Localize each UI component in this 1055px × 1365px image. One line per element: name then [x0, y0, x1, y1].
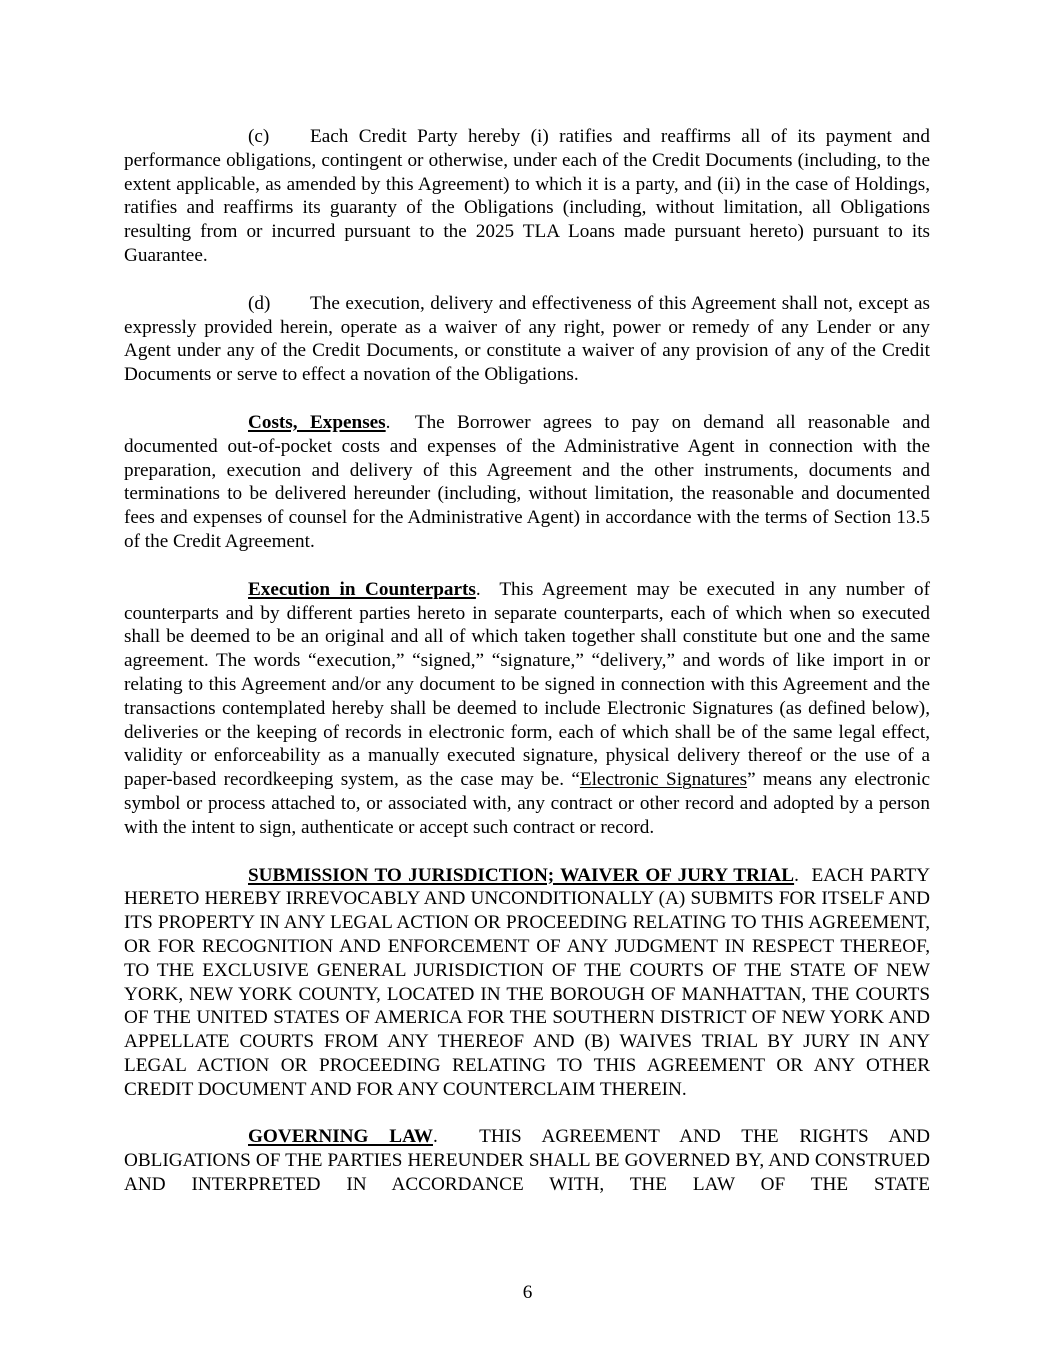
- section-text-jurisdiction: EACH PARTY HERETO HEREBY IRREVOCABLY AND UNCONDITIONALLY (A) SUBMITS FOR ITSELF AND ITS PROPERTY IN ANY LEGAL ACTION OR PROCEEDING RELATING TO THIS AGREEMENT, OR FOR RECOGNITION AND ENFORCEMENT OF ANY JUDGMENT IN RESPECT THEREOF, TO THE EXCLUSIVE GENERAL JURISDICTION OF THE COURTS OF THE STATE OF NEW YORK, NEW YORK COUNTY, LOCATED IN THE BOROUGH OF MANHATTAN, THE COURTS OF THE UNITED STATES OF AMERICA FOR THE SOUTHERN DISTRICT OF NEW YORK AND APPELLATE COURTS FROM ANY THEREOF AND (B) WAIVES TRIAL BY JURY IN ANY LEGAL ACTION OR PROCEEDING RELATING TO THIS AGREEMENT OR ANY OTHER CREDIT DOCUMENT AND FOR ANY COUNTERCLAIM THEREIN.: [124, 864, 931, 1100]
- heading-period: .: [433, 1126, 438, 1148]
- section-execution-in-counterparts: [124, 578, 930, 840]
- section-heading-costs-expenses: Costs, Expenses: [248, 411, 386, 433]
- heading-period: .: [385, 411, 391, 433]
- section-text-counterparts-part-1: This Agreement may be executed in any number of counterparts and by different parties hereto in separate counterparts, each of which when so executed shall be deemed to be an original and all of which taken together shall constitute but one and the same agreement. The words “execution,” “signed,” “signature,” “delivery,” and words of like import in or relating to this Agreement and/or any document to be signed in connection with this Agreement and the transactions contemplated hereby shall be deemed to include Electronic Signatures (as defined below), deliveries or the keeping of records in electronic form, each of which shall be of the same legal effect, validity or enforceability as a manually executed signature, physical delivery thereof or the use of a paper-based recordkeeping system, as the case may be. “: [124, 578, 931, 791]
- section-jurisdiction-jury-waiver: [124, 864, 930, 1102]
- section-heading-jurisdiction: SUBMISSION TO JURISDICTION; WAIVER OF JURY TRIAL: [248, 864, 795, 886]
- page-number: 6: [522, 1282, 533, 1303]
- section-governing-law: [124, 1125, 930, 1196]
- paragraph-c-text: Each Credit Party hereby (i) ratifies and reaffirms all of its payment and performance obligations, contingent or otherwise, under each of the Credit Documents (including, to the extent applicable, as amended by this Agreement) to which it is a party, and (ii) in the case of Holdings, ratifies and reaffirms its guaranty of the Obligations (including, without limitation, all Obligations resulting from or incurred pursuant to the 2025 TLA Loans made pursuant hereto) pursuant to its Guarantee.: [124, 126, 930, 266]
- paragraph-c: [124, 125, 930, 268]
- heading-period: .: [475, 578, 481, 600]
- document-page: [124, 125, 930, 1221]
- section-text-counterparts-part-2: ” means any electronic symbol or process attached to, or associated with, any contract or other record and adopted by a person with the intent to sign, authenticate or accept such contract or record.: [124, 769, 930, 838]
- section-text-governing-law: THIS AGREEMENT AND THE RIGHTS AND OBLIGATIONS OF THE PARTIES HEREUNDER SHALL BE GOVERNED BY, AND CONSTRUED AND INTERPRETED IN ACCORDANCE WITH, THE LAW OF THE STATE: [124, 1126, 930, 1196]
- paragraph-label-d: (d): [248, 292, 271, 314]
- paragraph-label-c: (c): [248, 126, 270, 147]
- section-heading-counterparts: Execution in Counterparts: [248, 578, 476, 600]
- defined-term-electronic-signatures: Electronic Signatures: [579, 769, 748, 791]
- paragraph-d: [124, 292, 930, 387]
- section-costs-expenses: [124, 411, 930, 554]
- heading-period: .: [794, 864, 799, 886]
- paragraph-d-text: The execution, delivery and effectiveness of this Agreement shall not, except as expressly provided herein, operate as a waiver of any right, power or remedy of any Lender or any Agent under any of the Credit Documents, or constitute a waiver of any provision of any of the Credit Documents or serve to effect a novation of the Obligations.: [124, 292, 930, 386]
- section-heading-governing-law: GOVERNING LAW: [248, 1126, 433, 1148]
- section-text-costs-expenses: The Borrower agrees to pay on demand all reasonable and documented out-of-pocket costs and expenses of the Administrative Agent in connection with the preparation, execution and delivery of this Agreement and the other instruments, documents and terminations to be delivered hereunder (including, without limitation, the reasonable and documented fees and expenses of counsel for the Administrative Agent) in accordance with the terms of Section 13.5 of the Credit Agreement.: [124, 411, 931, 552]
